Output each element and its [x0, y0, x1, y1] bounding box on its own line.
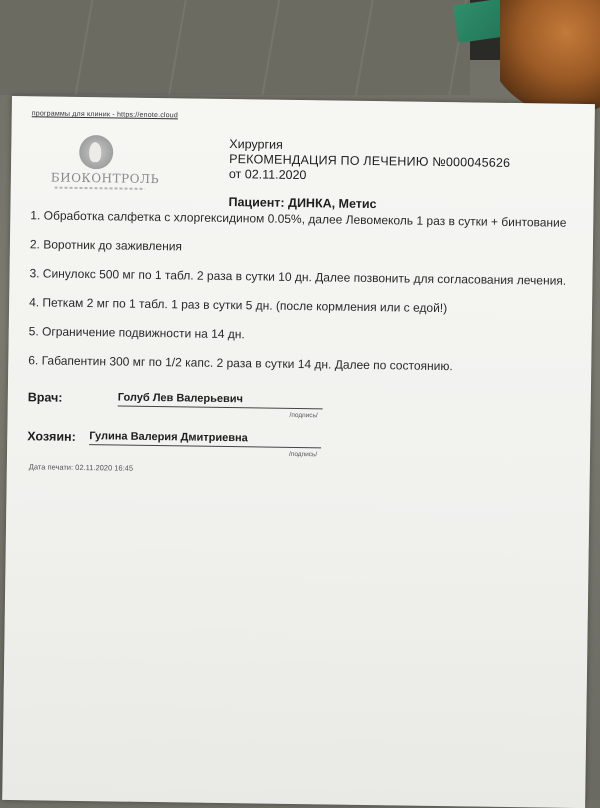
floor-background [0, 0, 470, 95]
doctor-signature-row [27, 390, 318, 420]
list-item: 1. Обработка салфетка с хлоргексидином 0.05%, далее Левомеколь 1 раз в сутки + бинтование [30, 208, 567, 230]
doctor-name: Голуб Лев Валерьевич [117, 391, 244, 406]
clinic-logo [51, 135, 162, 197]
logo-name: БИОКОНТРОЛЬ [50, 170, 160, 187]
owner-signature-line [89, 444, 321, 448]
doctor-signature-caption: /подпись/ [289, 411, 318, 420]
logo-emblem-icon [79, 135, 113, 169]
doctor-signature-line [118, 406, 323, 410]
list-item: 5. Ограничение подвижности на 14 дн. [28, 324, 245, 342]
print-date: Дата печати: 02.11.2020 16:45 [28, 462, 134, 473]
logo-tagline-lines [55, 187, 145, 190]
document-date: от 02.11.2020 [228, 167, 307, 183]
owner-signature-row [27, 429, 318, 459]
doctor-label: Врач: [27, 390, 63, 405]
document-title: РЕКОМЕНДАЦИЯ ПО ЛЕЧЕНИЮ №000045626 [229, 152, 511, 170]
treatment-recommendation-sheet [2, 96, 595, 808]
patient-line: Пациент: ДИНКА, Метис [228, 195, 377, 212]
owner-label: Хозяин: [27, 429, 76, 444]
list-item: 2. Воротник до заживления [29, 237, 183, 254]
owner-name: Гулина Валерия Дмитриевна [89, 430, 248, 445]
list-item: 4. Петкам 2 мг по 1 табл. 1 раз в сутки 5 дн. (после кормления или с едой!) [29, 295, 448, 316]
list-item: 6. Габапентин 300 мг по 1/2 капс. 2 раза в сутки 14 дн. Далее по состоянию. [28, 353, 453, 374]
header-link[interactable]: программы для клиник - https://enote.cloud [31, 110, 179, 120]
department: Хирургия [229, 137, 283, 152]
list-item: 3. Синулокс 500 мг по 1 табл. 2 раза в сутки 10 дн. Далее позвонить для согласования лечения. [29, 266, 567, 288]
dog-fur [500, 0, 600, 110]
document-header [229, 137, 511, 186]
owner-signature-caption: /подпись/ [288, 450, 318, 459]
